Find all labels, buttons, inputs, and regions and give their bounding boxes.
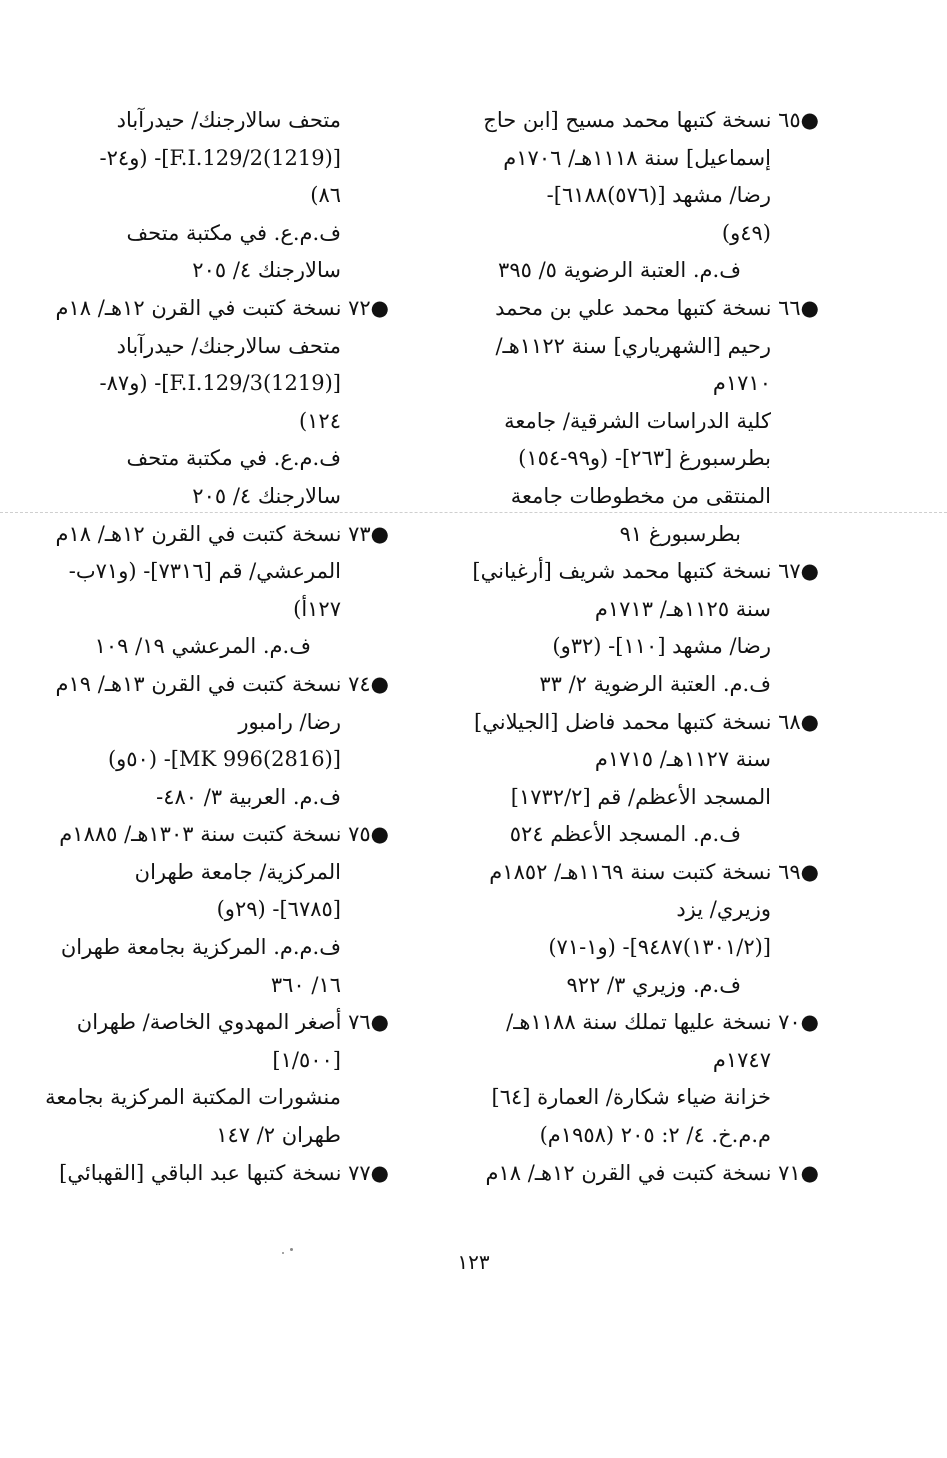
entry-detail-line: رضا/ مشهد [(٥٧٦)٦١٨٨]- — [546, 183, 771, 208]
entry-heading-line: ●٧٦ أصغر المهدوي الخاصة/ طهران — [76, 1010, 389, 1035]
entry-detail-line: خزانة ضياء شكارة/ العمارة [٦٤] — [491, 1085, 771, 1110]
entry-detail-line: ف.م.م. المركزية بجامعة طهران — [60, 935, 341, 960]
entry-detail-line: وزيري/ يزد — [676, 897, 771, 922]
entry-detail-line: رحيم [الشهرياري] سنة ١١٢٢هـ/ — [495, 333, 771, 358]
entry-detail-line: رضا/ مشهد [١١٠]- (٣٢و) — [552, 634, 771, 659]
entry-detail-line: متحف سالارجنك/ حيدرآباد — [116, 333, 341, 358]
entry-detail-line: ١٢٤) — [298, 408, 341, 433]
entry-detail-line: (٤٩و) — [721, 220, 771, 245]
entry-detail-line: متحف سالارجنك/ حيدرآباد — [116, 108, 341, 132]
entry-detail-line: ف.م. المرعشي ١٩/ ١٠٩ — [94, 634, 311, 659]
right-column — [472, 102, 819, 1192]
entry-detail-line: منشورات المكتبة المركزية بجامعة — [45, 1085, 341, 1110]
entry-heading-line: ●٧٠ نسخة عليها تملك سنة ١١٨٨هـ/ — [506, 1010, 819, 1035]
entry-detail-line: بطرسبورغ ٩١ — [619, 521, 741, 546]
entry-detail-line: ١٦/ ٣٦٠ — [270, 972, 341, 997]
entry-heading-line: ●٧١ نسخة كتبت في القرن ١٢هـ/ ١٨م — [485, 1160, 819, 1185]
entry-detail-line: المنتقى من مخطوطات جامعة — [510, 483, 771, 508]
entry-heading-line: ●٦٥ نسخة كتبها محمد مسيح [ابن حاج — [483, 108, 819, 132]
entry-detail-line: ٨٦) — [310, 183, 341, 208]
entry-detail-line: ف.م. وزيري ٣/ ٩٢٢ — [566, 972, 741, 997]
entry-detail-line: [٦٧٨٥]- (٢٩و) — [216, 897, 341, 922]
entry-detail-line: رضا/ رامبور — [238, 709, 341, 734]
entry-detail-line: طهران ٢/ ١٤٧ — [216, 1123, 341, 1148]
entry-detail-line: إسماعيل] سنة ١١١٨هـ/ ١٧٠٦م — [503, 145, 771, 170]
entry-detail-line: سالارجنك ٤/ ٢٠٥ — [192, 483, 341, 508]
entry-detail-line: [(١٣٠١/٢)٩٤٨٧]- (و١-٧١) — [548, 935, 771, 960]
entry-heading-line: ●٧٣ نسخة كتبت في القرن ١٢هـ/ ١٨م — [55, 521, 389, 546]
entry-detail-line: ف.م. العتبة الرضوية ٥/ ٣٩٥ — [498, 258, 741, 283]
page-number: ١٢٣ — [457, 1250, 490, 1274]
left-column — [45, 102, 389, 1192]
entry-detail-line: ١٧٤٧م — [712, 1047, 771, 1072]
entry-detail-line: [F.I.129/3(1219)]- (و٨٧- — [99, 371, 341, 396]
entry-heading-line: ●٧٤ نسخة كتبت في القرن ١٣هـ/ ١٩م — [55, 671, 389, 696]
scan-speck — [290, 1248, 293, 1251]
entry-detail-line: المرعشي/ قم [٧٣١٦]- (و٧١ب- — [68, 559, 341, 584]
entry-detail-line: [F.I.129/2(1219)]- (و٢٤- — [99, 145, 341, 170]
entry-detail-line: م.م.خ. ٤/ ٢: ٢٠٥ (١٩٥٨م) — [539, 1123, 771, 1148]
scan-speck — [282, 1252, 284, 1254]
entry-detail-line: سنة ١١٢٧هـ/ ١٧١٥م — [594, 747, 771, 772]
entry-heading-line: ●٦٩ نسخة كتبت سنة ١١٦٩هـ/ ١٨٥٢م — [489, 859, 819, 884]
entry-detail-line: ف.م. العربية ٣/ ٤٨٠- — [156, 784, 341, 809]
entry-heading-line: ●٦٨ نسخة كتبها محمد فاضل [الجيلاني] — [474, 709, 819, 734]
entry-detail-line: ١٧١٠م — [712, 371, 771, 396]
entry-detail-line: كلية الدراسات الشرقية/ جامعة — [504, 408, 771, 433]
entry-detail-line: ف.م.ع. في مكتبة متحف — [126, 220, 341, 245]
entry-heading-line: ●٧٢ نسخة كتبت في القرن ١٢هـ/ ١٨م — [55, 295, 389, 320]
entry-detail-line: ف.م. المسجد الأعظم ٥٢٤ — [509, 822, 741, 847]
entry-detail-line: [MK 996(2816)]- (٥٠و) — [107, 747, 341, 772]
entry-heading-line: ●٦٦ نسخة كتبها محمد علي بن محمد — [495, 295, 819, 320]
entry-detail-line: بطرسبورغ [٢٦٣]- (و٩٩-١٥٤) — [518, 446, 771, 471]
entry-detail-line: المركزية/ جامعة طهران — [134, 859, 341, 884]
entry-heading-line: ●٧٧ نسخة كتبها عبد الباقي [القهبائي] — [59, 1160, 389, 1185]
entry-detail-line: ف.م.ع. في مكتبة متحف — [126, 446, 341, 471]
entry-detail-line: سنة ١١٢٥هـ/ ١٧١٣م — [594, 596, 771, 621]
scan-fold-line — [0, 512, 947, 513]
entry-detail-line: المسجد الأعظم/ قم [١٧٣٢/٢] — [510, 784, 771, 809]
entry-detail-line: [١/٥٠٠] — [272, 1047, 341, 1072]
entry-heading-line: ●٧٥ نسخة كتبت سنة ١٣٠٣هـ/ ١٨٨٥م — [59, 822, 389, 847]
entry-detail-line: ف.م. العتبة الرضوية ٢/ ٣٣ — [539, 671, 771, 696]
entry-detail-line: ١٢٧أ) — [293, 596, 341, 621]
entry-detail-line: سالارجنك ٤/ ٢٠٥ — [192, 258, 341, 283]
entry-heading-line: ●٦٧ نسخة كتبها محمد شريف [أرغياني] — [472, 559, 819, 584]
